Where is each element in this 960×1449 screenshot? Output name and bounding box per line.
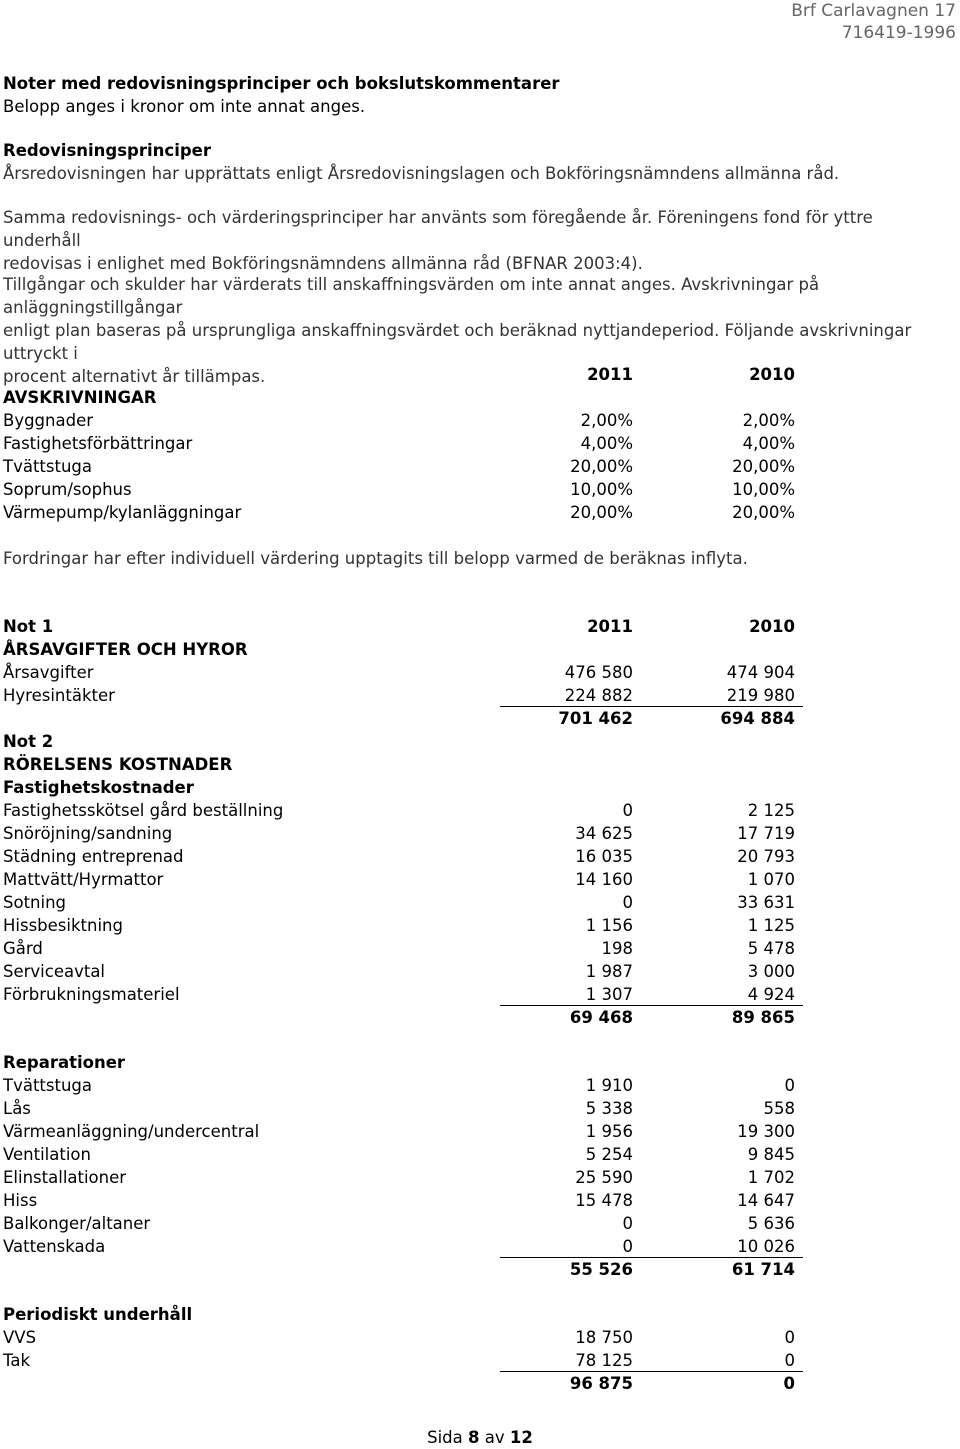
table-row xyxy=(3,1120,803,1143)
value-2010: 4 924 xyxy=(747,985,795,1004)
value-2011: 0 xyxy=(622,801,633,820)
value-2011: 1 307 xyxy=(585,985,633,1004)
table-row xyxy=(3,891,803,914)
value-2011: 34 625 xyxy=(575,824,633,843)
value-2010: 2 125 xyxy=(747,801,795,820)
section-heading: ÅRSAVGIFTER OCH HYROR xyxy=(3,640,248,659)
table-row xyxy=(3,432,803,455)
year-column-2: 2010 xyxy=(749,365,795,384)
note-label: Not 1 xyxy=(3,617,54,636)
row-label: Årsavgifter xyxy=(3,663,94,682)
row-label: Tvättstuga xyxy=(3,457,93,476)
paragraph-line: enligt plan baseras på ursprungliga anskaffningsvärdet och beräknad nyttjandeperiod. Följande avskrivningar uttryckt i xyxy=(3,321,912,363)
table-row xyxy=(3,478,803,501)
row-label: Vattenskada xyxy=(3,1237,106,1256)
value-2010: 33 631 xyxy=(737,893,795,912)
value-2010: 3 000 xyxy=(747,962,795,981)
value-2010: 558 xyxy=(763,1099,795,1118)
value-2011: 96 875 xyxy=(569,1374,633,1393)
table-row xyxy=(3,937,803,960)
table-row xyxy=(3,1212,803,1235)
table-row xyxy=(3,501,803,524)
current-page-number: 8 xyxy=(468,1428,480,1447)
table-row xyxy=(3,960,803,983)
table-row xyxy=(3,684,803,707)
principles-section xyxy=(3,139,953,185)
value-2010: 1 125 xyxy=(747,916,795,935)
value-2010: 694 884 xyxy=(720,709,795,728)
value-2011: 14 160 xyxy=(575,870,633,889)
not1-heading xyxy=(3,638,803,661)
value-2010: 0 xyxy=(784,1328,795,1347)
value-2010: 4,00% xyxy=(742,434,795,453)
value-2011: 5 254 xyxy=(585,1145,633,1164)
row-label: Gård xyxy=(3,939,43,958)
reparationer-total-row xyxy=(3,1258,803,1281)
value-2011: 1 910 xyxy=(585,1076,633,1095)
value-2010: 219 980 xyxy=(726,686,795,705)
value-2010: 20 793 xyxy=(737,847,795,866)
value-2011: 0 xyxy=(622,1237,633,1256)
value-2011: 0 xyxy=(622,1214,633,1233)
depreciation-heading xyxy=(3,386,803,409)
subsection-heading: Reparationer xyxy=(3,1053,126,1072)
paragraph-line: Tillgångar och skulder har värderats till anskaffningsvärden om inte annat anges. Avskrivningar på anläggningstillgångar xyxy=(3,275,820,317)
row-label: Ventilation xyxy=(3,1145,91,1164)
paragraph-line: Samma redovisnings- och värderingsprinciper har använts som föregående år. Föreningens fond för yttre underhåll xyxy=(3,208,873,250)
value-2011: 2,00% xyxy=(580,411,633,430)
value-2011: 1 956 xyxy=(585,1122,633,1141)
table-row xyxy=(3,799,803,822)
value-2011: 5 338 xyxy=(585,1099,633,1118)
value-2010: 19 300 xyxy=(737,1122,795,1141)
table-row xyxy=(3,1189,803,1212)
value-2010: 5 478 xyxy=(747,939,795,958)
value-2010: 14 647 xyxy=(737,1191,795,1210)
row-label: VVS xyxy=(3,1328,37,1347)
row-label: Serviceavtal xyxy=(3,962,106,981)
value-2010: 0 xyxy=(784,1076,795,1095)
footer-prefix: Sida xyxy=(427,1428,463,1447)
year-column-1: 2011 xyxy=(587,617,633,636)
table-row xyxy=(3,661,803,684)
section-heading: RÖRELSENS KOSTNADER xyxy=(3,755,233,774)
value-2011: 1 987 xyxy=(585,962,633,981)
row-label: Snöröjning/sandning xyxy=(3,824,173,843)
total-page-count: 12 xyxy=(509,1428,533,1447)
table-row xyxy=(3,1143,803,1166)
org-number: 716419-1996 xyxy=(841,23,956,43)
table-row xyxy=(3,1235,803,1258)
table-row xyxy=(3,845,803,868)
notes-title: Noter med redovisningsprinciper och bokslutskommentarer xyxy=(3,74,560,93)
row-label: Förbrukningsmateriel xyxy=(3,985,180,1004)
document-header xyxy=(791,0,956,44)
row-label: Städning entreprenad xyxy=(3,847,184,866)
reparationer-heading xyxy=(3,1051,803,1074)
subsection-heading: Periodiskt underhåll xyxy=(3,1305,193,1324)
periodiskt-heading xyxy=(3,1303,803,1326)
org-name: Brf Carlavagnen 17 xyxy=(791,1,956,21)
value-2011: 69 468 xyxy=(569,1008,633,1027)
row-label: Balkonger/altaner xyxy=(3,1214,151,1233)
paragraph-line: redovisas i enlighet med Bokföringsnämndens allmänna råd (BFNAR 2003:4). xyxy=(3,254,643,273)
row-label: Värmepump/kylanläggningar xyxy=(3,503,242,522)
value-2010: 0 xyxy=(784,1351,795,1370)
value-2011: 476 580 xyxy=(564,663,633,682)
value-2010: 9 845 xyxy=(747,1145,795,1164)
value-2010: 0 xyxy=(783,1374,795,1393)
table-row xyxy=(3,1326,803,1349)
value-2010: 89 865 xyxy=(731,1008,795,1027)
principles-heading: Redovisningsprinciper xyxy=(3,141,211,160)
fastighet-total-row xyxy=(3,1006,803,1029)
value-2011: 4,00% xyxy=(580,434,633,453)
value-2011: 701 462 xyxy=(558,709,633,728)
table-row xyxy=(3,983,803,1006)
value-2010: 20,00% xyxy=(732,503,795,522)
not1-header xyxy=(3,615,803,638)
fastighet-heading xyxy=(3,776,803,799)
value-2011: 1 156 xyxy=(585,916,633,935)
value-2010: 61 714 xyxy=(731,1260,795,1279)
year-column-1: 2011 xyxy=(587,365,633,384)
row-label: Tvättstuga xyxy=(3,1076,93,1095)
value-2011: 20,00% xyxy=(570,503,633,522)
table-row xyxy=(3,1097,803,1120)
value-2011: 224 882 xyxy=(564,686,633,705)
table-row xyxy=(3,455,803,478)
value-2011: 18 750 xyxy=(575,1328,633,1347)
value-2010: 10 026 xyxy=(737,1237,795,1256)
year-column-2: 2010 xyxy=(749,617,795,636)
notes-subtitle: Belopp anges i kronor om inte annat anges. xyxy=(3,97,366,116)
value-2011: 55 526 xyxy=(569,1260,633,1279)
row-label: Sotning xyxy=(3,893,67,912)
row-label: Tak xyxy=(3,1351,31,1370)
principles-paragraph-2 xyxy=(3,206,953,275)
table-row xyxy=(3,868,803,891)
note-label: Not 2 xyxy=(3,732,54,751)
value-2011: 20,00% xyxy=(570,457,633,476)
row-label: Elinstallationer xyxy=(3,1168,127,1187)
table-row xyxy=(3,1166,803,1189)
row-label: Byggnader xyxy=(3,411,94,430)
value-2010: 20,00% xyxy=(732,457,795,476)
row-label: Hyresintäkter xyxy=(3,686,115,705)
value-2011: 10,00% xyxy=(570,480,633,499)
depreciation-year-header xyxy=(3,363,803,386)
footer-middle: av xyxy=(484,1428,505,1447)
not2-label xyxy=(3,730,803,753)
value-2011: 198 xyxy=(601,939,633,958)
table-row xyxy=(3,1074,803,1097)
periodiskt-total-row xyxy=(3,1372,803,1395)
section-heading: AVSKRIVNINGAR xyxy=(3,388,157,407)
table-row xyxy=(3,409,803,432)
value-2011: 15 478 xyxy=(575,1191,633,1210)
value-2011: 25 590 xyxy=(575,1168,633,1187)
not1-total-row xyxy=(3,707,803,730)
value-2011: 0 xyxy=(622,893,633,912)
row-label: Värmeanläggning/undercentral xyxy=(3,1122,260,1141)
row-label: Fastighetsskötsel gård beställning xyxy=(3,801,284,820)
value-2010: 1 070 xyxy=(747,870,795,889)
subsection-heading: Fastighetskostnader xyxy=(3,778,194,797)
value-2010: 474 904 xyxy=(726,663,795,682)
value-2010: 10,00% xyxy=(732,480,795,499)
paragraph-line: procent alternativt år tillämpas. xyxy=(3,367,266,386)
intro-section xyxy=(3,72,953,118)
principles-text: Årsredovisningen har upprättats enligt Årsredovisningslagen och Bokföringsnämndens allmänna råd. xyxy=(3,164,840,183)
value-2011: 78 125 xyxy=(575,1351,633,1370)
value-2010: 17 719 xyxy=(737,824,795,843)
not2-heading xyxy=(3,753,803,776)
row-label: Mattvätt/Hyrmattor xyxy=(3,870,164,889)
row-label: Hissbesiktning xyxy=(3,916,123,935)
row-label: Fastighetsförbättringar xyxy=(3,434,193,453)
table-row xyxy=(3,1349,803,1372)
receivables-note: Fordringar har efter individuell värdering upptagits till belopp varmed de beräknas inflyta. xyxy=(3,549,748,568)
table-row xyxy=(3,822,803,845)
table-row xyxy=(3,914,803,937)
value-2010: 1 702 xyxy=(747,1168,795,1187)
value-2011: 16 035 xyxy=(575,847,633,866)
row-label: Lås xyxy=(3,1099,31,1118)
value-2010: 2,00% xyxy=(742,411,795,430)
row-label: Hiss xyxy=(3,1191,38,1210)
value-2010: 5 636 xyxy=(747,1214,795,1233)
row-label: Soprum/sophus xyxy=(3,480,132,499)
